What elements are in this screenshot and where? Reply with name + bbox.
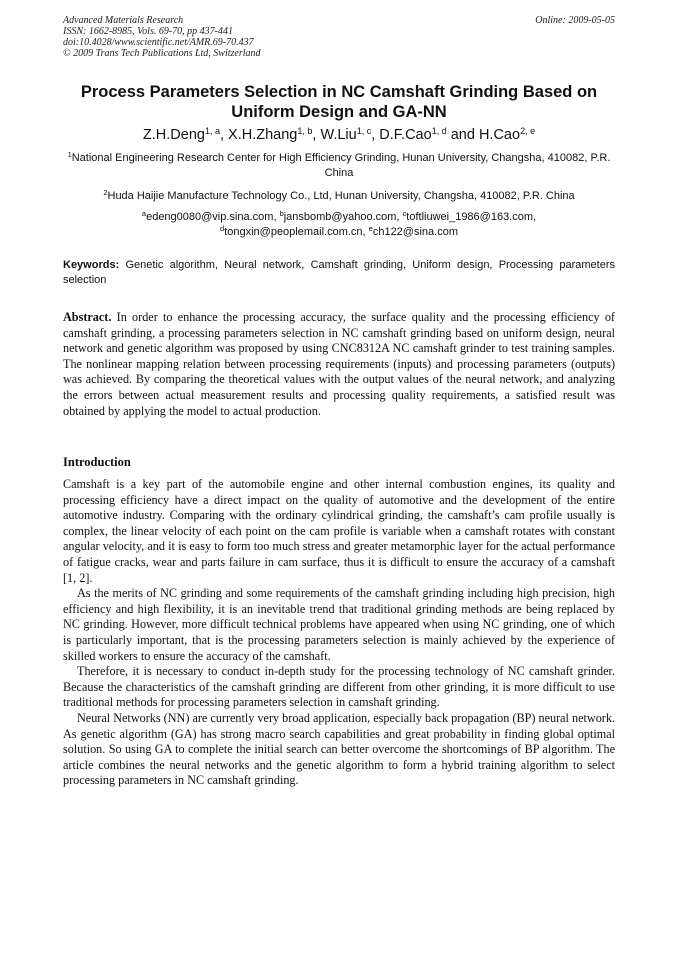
- keywords-block: [63, 258, 615, 287]
- email-link[interactable]: tongxin@peoplemail.com.cn,: [224, 225, 369, 238]
- affiliation-1: [59, 151, 619, 180]
- email-link[interactable]: edeng0080@vip.sina.com,: [146, 211, 280, 223]
- paragraph: Neural Networks (NN) are currently very broad application, especially back propagation (BP) neural network. As genetic algorithm (GA) has strong macro search capabilities and great probability in finding global optimal solution. So using GA to complete the initial search can better overcome the shortcomings of BP algorithm. The article combines the neural networks and the genetic algorithm to form a hybrid training algorithm to select processing parameters in NC camshaft grinding.: [63, 710, 615, 788]
- abstract-text: In order to enhance the processing accuracy, the surface quality and the processing efficiency of camshaft grinding, a processing parameters selection in NC camshaft grinding based on uniform design, neural network and genetic algorithm was proposed by using CNC8312A NC camshaft grinder to test training samples. The nonlinear mapping relation between processing requirements (inputs) and processing parameters (outputs) was achieved. By comparing the theoretical values with the output values of the neural network, and analyzing the errors between actual measurement results and processing quality requirements, a satisfied result was obtained by applying the model to actual production.: [63, 310, 615, 418]
- email-mark: d: [220, 223, 225, 233]
- author-affiliation-mark: 1, a: [204, 126, 220, 136]
- email-link[interactable]: ch122@sina.com: [372, 225, 458, 238]
- author-separator: and: [446, 127, 479, 143]
- section-heading-introduction: Introduction: [63, 455, 131, 469]
- author-name: Z.H.Deng: [142, 127, 205, 143]
- author-affiliation-mark: 1, d: [431, 126, 447, 136]
- email-mark: b: [279, 209, 284, 218]
- affiliation-2: [59, 189, 619, 204]
- paragraph: Therefore, it is necessary to conduct in-depth study for the processing technology of NC camshaft grinder. Because the characteristics of the camshaft grinding are different from other grinding, it is more difficult to use traditional methods for processing parameters selection in camshaft grinding.: [63, 664, 615, 710]
- paragraph: Camshaft is a key part of the automobile engine and other internal combustion engines, its quality and processing efficiency have a direct impact on the quality of automotive and the development of the entire automotive industry. Comparing with the ordinary cylindrical grinding, the camshaft’s cam profile usually is complex, the linear velocity of each point on the cam profile is variable when a camshaft rotates with constant angular velocity, and it is easy to form too much stress and greater metamorphic layer for the actual performance of fatigue cracks, wear and parts failure in cam surface, thus it is difficult to ensure the accuracy of a camshaft [1, 2].: [63, 477, 615, 585]
- affiliation-text: National Engineering Research Center for High Efficiency Grinding, Hunan University, Changsha, 410082, P.R. China: [71, 152, 611, 179]
- author-name: W.Liu: [320, 127, 357, 143]
- author-affiliation-mark: 2, e: [520, 126, 536, 136]
- email-mark: e: [368, 223, 373, 233]
- email-link[interactable]: jansbomb@yahoo.com,: [283, 211, 403, 223]
- author-separator: ,: [371, 127, 380, 143]
- issn-line: ISSN: 1662-8985, Vols. 69-70, pp 437-441: [63, 26, 233, 37]
- affiliation-text: Huda Haijie Manufacture Technology Co., Ltd, Hunan University, Changsha, 410082, P.R. China: [107, 190, 575, 202]
- online-date: Online: 2009-05-05: [535, 15, 615, 26]
- email-link[interactable]: toftliuwei_1986@163.com,: [406, 211, 537, 223]
- author-separator: ,: [219, 127, 229, 143]
- author-name: H.Cao: [478, 127, 521, 143]
- keywords-text: Genetic algorithm, Neural network, Camshaft grinding, Uniform design, Processing parameters selection: [63, 259, 615, 286]
- introduction-body: [63, 477, 615, 789]
- email-mark: c: [402, 209, 407, 218]
- abstract-label: Abstract.: [63, 310, 112, 324]
- abstract-block: [63, 310, 615, 419]
- paper-title: Process Parameters Selection in NC Camshaft Grinding Based on Uniform Design and GA-NN: [80, 83, 598, 121]
- affiliation-mark: 1: [67, 150, 72, 159]
- author-emails: [59, 210, 619, 239]
- keywords-label: Keywords:: [63, 259, 120, 271]
- copyright-line: © 2009 Trans Tech Publications Ltd, Switzerland: [63, 48, 261, 59]
- author-name: D.F.Cao: [379, 127, 432, 143]
- author-list: [40, 126, 638, 144]
- journal-name: Advanced Materials Research: [63, 15, 184, 26]
- email-mark: a: [141, 209, 147, 218]
- author-affiliation-mark: 1, b: [297, 126, 313, 136]
- author-name: X.H.Zhang: [228, 127, 298, 143]
- author-affiliation-mark: 1, c: [356, 126, 372, 136]
- doi-line: doi:10.4028/www.scientific.net/AMR.69-70.437: [63, 37, 254, 48]
- affiliation-mark: 2: [103, 188, 108, 197]
- author-separator: ,: [312, 127, 321, 143]
- journal-header: [63, 15, 615, 59]
- paragraph: As the merits of NC grinding and some requirements of the camshaft grinding including high precision, high efficiency and high flexibility, it is an inevitable trend that traditional grinding methods are being replaced by NC grinding. However, more difficult technical problems have appeared when using NC grinding, one of which is particularly important, that is the processing parameters selection is mainly achieved by the experience of skilled workers to ensure the accuracy of the camshaft.: [63, 586, 615, 663]
